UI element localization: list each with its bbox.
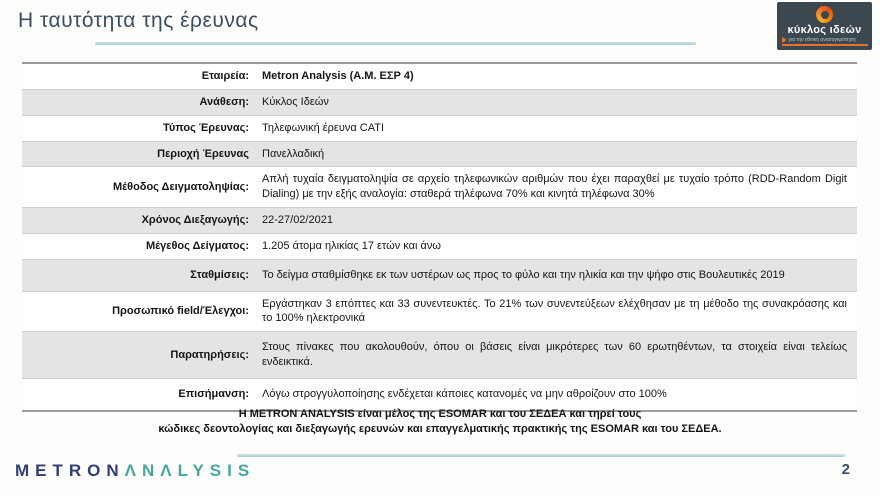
- metron-analysis-logo: [15, 461, 255, 481]
- row-label: Περιοχή Έρευνας: [157, 147, 249, 160]
- row-value: Στους πίνακες που ακολουθούν, όπου οι βάσεις είναι μικρότερες των 60 ερωτηθέντων, τα στοιχεία είναι τελείως ενδεικτικά.: [262, 341, 847, 369]
- row-value: Κύκλος Ιδεών: [262, 95, 329, 108]
- table-row: [22, 89, 857, 115]
- logo-tagline-text: για την εθνική ανασυγκρότηση: [788, 37, 856, 43]
- table-row: [22, 115, 857, 141]
- table-row: [22, 208, 857, 234]
- kyklos-ideon-logo: [777, 2, 872, 50]
- brand-part-metron: METRON: [15, 461, 125, 480]
- brand-part-analysis: ΛNΛLYSIS: [124, 461, 256, 480]
- row-value: Metron Analysis (Α.Μ. ΕΣΡ 4): [262, 70, 414, 82]
- circle-icon: [816, 6, 833, 23]
- table-row: [22, 233, 857, 259]
- row-label: Τύπος Έρευνας:: [163, 121, 249, 134]
- row-value: Πανελλαδική: [262, 147, 325, 160]
- table-row: [22, 259, 857, 291]
- table-row: [22, 291, 857, 332]
- row-label: Επισήμανση:: [178, 387, 249, 400]
- row-value: Τηλεφωνική έρευνα CATI: [262, 121, 385, 134]
- row-value: Απλή τυχαία δειγματοληψία σε αρχείο τηλεφωνικών αριθμών που έχει παραχθεί με τυχαίο τρόπο (RDD-Random Digit Dialing) με την εξής αναλογία: σταθερά τηλέφωνα 70% και κινητά τηλέφωνα 30%: [262, 173, 847, 201]
- row-value: 22-27/02/2021: [262, 214, 333, 227]
- row-value: Λόγω στρογγυλοποίησης ενδέχεται κάποιες κατανομές να μην αθροίζουν στο 100%: [262, 387, 667, 400]
- esomar-note-line2: κώδικες δεοντολογίας και διεξαγωγής ερευνών και επαγγελματικής πρακτικής της ESOMAR και του ΣΕΔΕΑ.: [158, 423, 722, 436]
- row-label: Χρόνος Διεξαγωγής:: [141, 214, 249, 227]
- arrow-icon: [782, 37, 787, 43]
- table-row: [22, 332, 857, 379]
- esomar-note: [60, 407, 820, 438]
- esomar-note-line1: Η METRON ANALYSIS είναι μέλος της ESOMAR και του ΣΕΔΕΑ και τηρεί τους: [238, 408, 642, 420]
- page-title: Η ταυτότητα της έρευνας: [18, 9, 259, 32]
- row-label: Ανάθεση:: [199, 95, 249, 108]
- row-label: Προσωπικό field/Έλεγχοι:: [112, 305, 249, 318]
- table-row: [22, 378, 857, 410]
- table-row: [22, 63, 857, 89]
- page-number: 2: [841, 461, 850, 478]
- logo-tagline: [782, 37, 868, 46]
- logo-name: κύκλος ιδεών: [787, 24, 862, 36]
- row-value: 1.205 άτομα ηλικίας 17 ετών και άνω: [262, 239, 441, 252]
- survey-identity-table: [22, 62, 857, 412]
- row-label: Σταθμίσεις:: [190, 268, 249, 281]
- footer-rule: [237, 454, 845, 457]
- row-label: Μέθοδος Δειγματοληψίας:: [113, 180, 249, 193]
- table-row: [22, 141, 857, 167]
- title-underline: [95, 42, 696, 45]
- row-label: Παρατηρήσεις:: [170, 348, 249, 361]
- row-value: Το δείγμα σταθμίσθηκε εκ των υστέρων ως προς το φύλο και την ηλικία και την ψήφο στις Βουλευτικές 2019: [262, 268, 785, 281]
- row-value: Εργάστηκαν 3 επόπτες και 33 συνεντευκτές. Το 21% των συνεντεύξεων ελέχθησαν με τη μέθοδο της συνακρόασης και το 100% ηλεκτρονικά: [262, 297, 847, 325]
- row-label: Εταιρεία:: [201, 70, 249, 82]
- survey-table-body: [22, 63, 857, 411]
- row-label: Μέγεθος Δείγματος:: [146, 239, 249, 252]
- table-row: [22, 167, 857, 208]
